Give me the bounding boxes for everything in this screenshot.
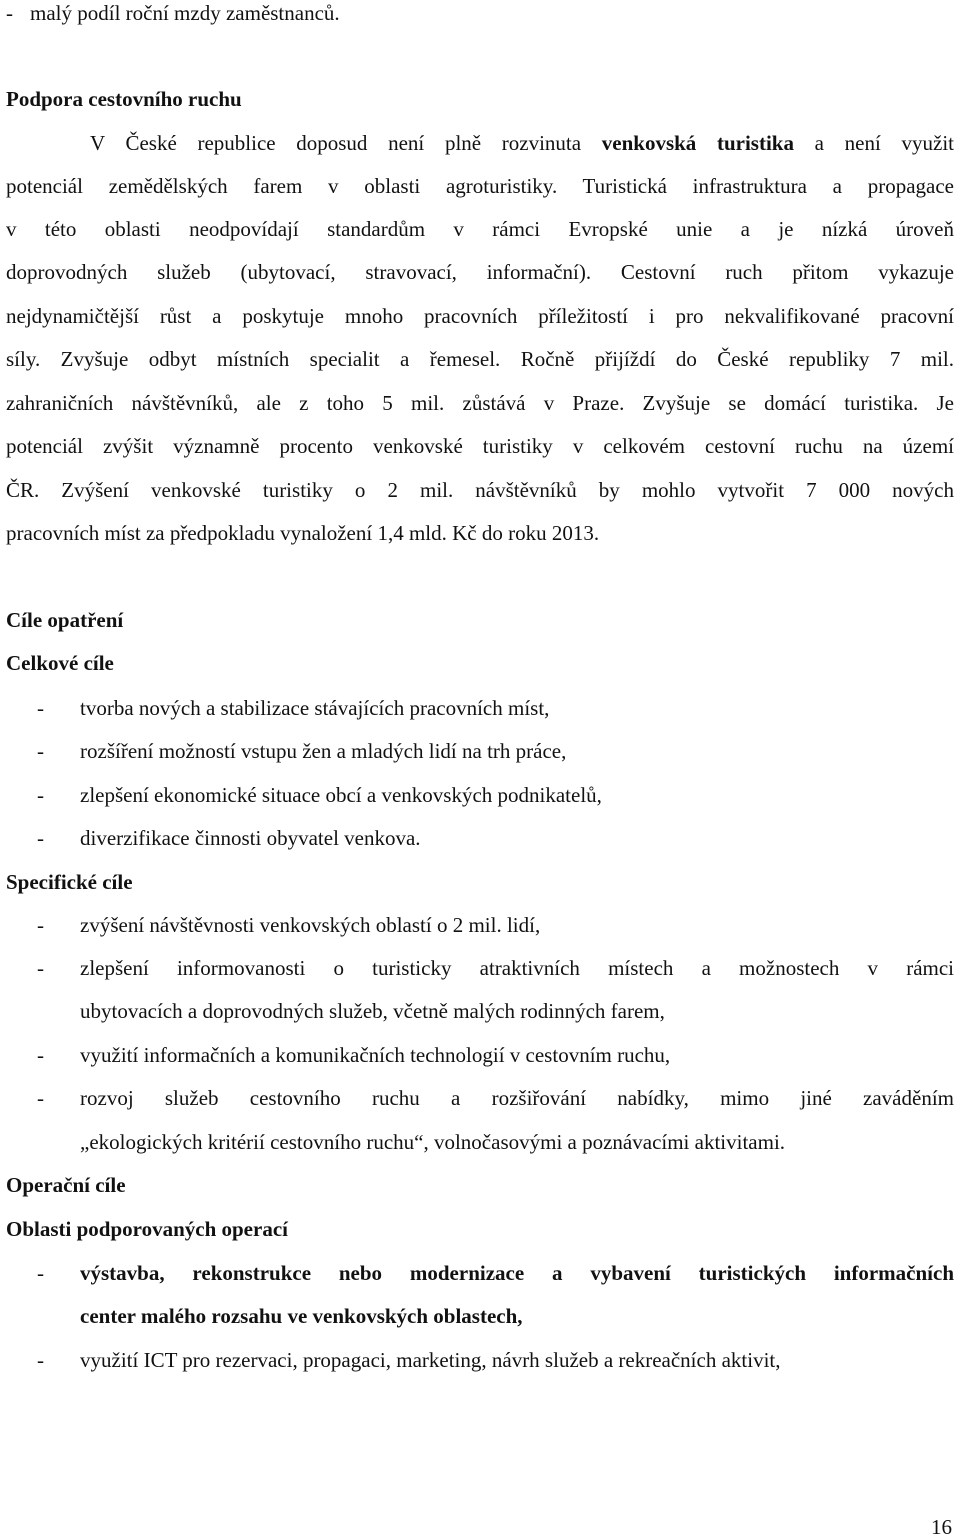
list-dash: - xyxy=(37,696,44,720)
subsection-heading: Celkové cíle xyxy=(6,651,114,675)
paragraph-line: ČR. Zvýšení venkovské turistiky o 2 mil. návštěvníků by mohlo vytvořit 7 000 nových xyxy=(6,478,954,502)
list-item-text: ubytovacích a doprovodných služeb, včetně malých rodinných farem, xyxy=(80,999,665,1023)
list-dash: - xyxy=(37,1043,44,1067)
list-item-text: rozšíření možností vstupu žen a mladých lidí na trh práce, xyxy=(80,739,567,763)
list-dash: - xyxy=(37,956,44,980)
paragraph-line: zahraničních návštěvníků, ale z toho 5 mil. zůstává v Praze. Zvyšuje se domácí turistika. Je xyxy=(6,391,954,415)
emphasis-text: venkovská turistika xyxy=(601,131,794,155)
paragraph-line: doprovodných služeb (ubytovací, stravovací, informační). Cestovní ruch přitom vykazuje xyxy=(6,260,954,284)
list-item-text: zvýšení návštěvnosti venkovských oblastí o 2 mil. lidí, xyxy=(80,913,541,937)
list-dash: - xyxy=(37,739,44,763)
list-dash: - xyxy=(37,913,44,937)
list-dash: - xyxy=(37,1086,44,1110)
paragraph-line: potenciál zvýšit významně procento venkovské turistiky v celkovém cestovní ruchu na území xyxy=(6,434,954,458)
paragraph-text: a není využit xyxy=(793,131,954,155)
list-dash: - xyxy=(37,1348,44,1372)
list-item-text: diverzifikace činnosti obyvatel venkova. xyxy=(80,826,421,850)
list-item-text: rozvoj služeb cestovního ruchu a rozšiřování nabídky, mimo jiné zaváděním xyxy=(80,1086,954,1110)
paragraph-line xyxy=(6,130,954,156)
page-number: 16 xyxy=(931,1515,952,1539)
list-dash: - xyxy=(6,1,13,25)
list-dash: - xyxy=(37,826,44,850)
section-heading: Podpora cestovního ruchu xyxy=(6,87,242,111)
list-item-text: využití ICT pro rezervaci, propagaci, marketing, návrh služeb a rekreačních aktivit, xyxy=(80,1348,781,1372)
section-heading: Cíle opatření xyxy=(6,608,124,632)
list-dash: - xyxy=(37,783,44,807)
list-item-text: využití informačních a komunikačních technologií v cestovním ruchu, xyxy=(80,1043,671,1067)
paragraph-line: nejdynamičtější růst a poskytuje mnoho pracovních příležitostí i pro nekvalifikované pracovní xyxy=(6,304,954,328)
paragraph-line: pracovních míst za předpokladu vynaložení 1,4 mld. Kč do roku 2013. xyxy=(6,521,600,545)
list-item-text: zlepšení informovanosti o turisticky atraktivních místech a možnostech v rámci xyxy=(80,956,954,980)
list-item-text: malý podíl roční mzdy zaměstnanců. xyxy=(30,1,340,25)
list-item-text: center malého rozsahu ve venkovských oblastech, xyxy=(80,1304,523,1328)
list-item-text: výstavba, rekonstrukce nebo modernizace a vybavení turistických informačních xyxy=(80,1261,954,1285)
list-item-text: „ekologických kritérií cestovního ruchu“, volnočasovými a poznávacími aktivitami. xyxy=(80,1130,786,1154)
list-item-text: tvorba nových a stabilizace stávajících pracovních míst, xyxy=(80,696,550,720)
paragraph-line: potenciál zemědělských farem v oblasti agroturistiky. Turistická infrastruktura a propagace xyxy=(6,174,954,198)
list-item-text: zlepšení ekonomické situace obcí a venkovských podnikatelů, xyxy=(80,783,602,807)
paragraph-line: síly. Zvyšuje odbyt místních specialit a řemesel. Ročně přijíždí do České republiky 7 mil. xyxy=(6,347,954,371)
subsection-heading: Specifické cíle xyxy=(6,870,133,894)
section-heading: Oblasti podporovaných operací xyxy=(6,1217,288,1241)
paragraph-line: v této oblasti neodpovídají standardům v rámci Evropské unie a je nízká úroveň xyxy=(6,217,954,241)
subsection-heading: Operační cíle xyxy=(6,1173,126,1197)
list-dash: - xyxy=(37,1261,44,1285)
paragraph-text: V České republice doposud není plně rozvinuta xyxy=(90,131,602,155)
